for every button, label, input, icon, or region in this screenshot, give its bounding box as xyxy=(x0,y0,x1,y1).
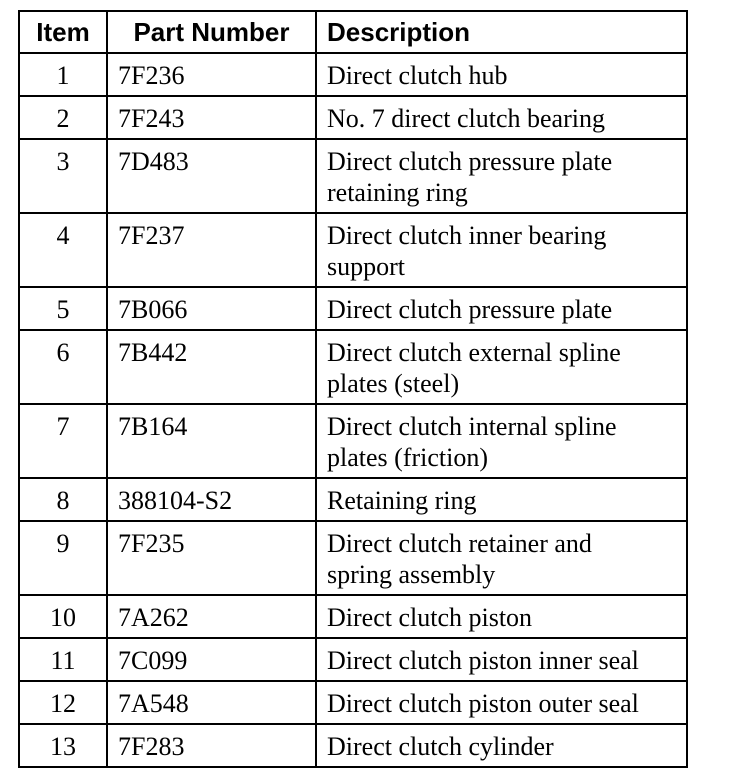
description-cell xyxy=(316,724,687,767)
description-cell xyxy=(316,521,687,595)
table-row xyxy=(19,638,687,681)
description-line: No. 7 direct clutch bearing xyxy=(327,104,605,133)
description-cell xyxy=(316,53,687,96)
description-cell xyxy=(316,213,687,287)
description-cell xyxy=(316,96,687,139)
description-cell xyxy=(316,330,687,404)
parts-table-container xyxy=(18,10,686,768)
part-number-cell: 7C099 xyxy=(107,638,316,681)
item-number-cell: 6 xyxy=(19,330,107,404)
parts-table xyxy=(18,10,688,768)
description-line: Direct clutch piston inner seal xyxy=(327,646,639,675)
description-cell xyxy=(316,681,687,724)
description-line: support xyxy=(327,252,405,281)
table-row xyxy=(19,404,687,478)
item-number-cell: 8 xyxy=(19,478,107,521)
item-number-cell: 12 xyxy=(19,681,107,724)
description-line: Direct clutch pressure plate xyxy=(327,295,613,324)
part-number-cell: 7D483 xyxy=(107,139,316,213)
part-number-cell: 7A262 xyxy=(107,595,316,638)
table-row xyxy=(19,213,687,287)
part-number-cell: 7B164 xyxy=(107,404,316,478)
description-cell xyxy=(316,139,687,213)
part-number-cell: 388104-S2 xyxy=(107,478,316,521)
description-line: Direct clutch inner bearing xyxy=(327,221,607,250)
table-row xyxy=(19,521,687,595)
description-line: Direct clutch hub xyxy=(327,61,508,90)
description-line: retaining ring xyxy=(327,178,468,207)
item-number-cell: 10 xyxy=(19,595,107,638)
item-number-cell: 4 xyxy=(19,213,107,287)
part-number-cell: 7A548 xyxy=(107,681,316,724)
table-row xyxy=(19,595,687,638)
description-cell xyxy=(316,638,687,681)
part-number-cell: 7B442 xyxy=(107,330,316,404)
description-line: plates (steel) xyxy=(327,369,460,398)
description-line: Direct clutch internal spline xyxy=(327,412,617,441)
description-cell xyxy=(316,595,687,638)
item-number-cell: 7 xyxy=(19,404,107,478)
description-line: Retaining ring xyxy=(327,486,477,515)
part-number-cell: 7B066 xyxy=(107,287,316,330)
column-header-description: Description xyxy=(316,11,687,53)
description-line: Direct clutch cylinder xyxy=(327,732,554,761)
description-cell xyxy=(316,478,687,521)
table-body xyxy=(19,53,687,767)
table-row xyxy=(19,287,687,330)
description-line: spring assembly xyxy=(327,560,496,589)
table-row xyxy=(19,330,687,404)
table-row xyxy=(19,724,687,767)
item-number-cell: 9 xyxy=(19,521,107,595)
column-header-part-number: Part Number xyxy=(107,11,316,53)
description-line: Direct clutch piston outer seal xyxy=(327,689,639,718)
table-row xyxy=(19,96,687,139)
column-header-item: Item xyxy=(19,11,107,53)
item-number-cell: 5 xyxy=(19,287,107,330)
part-number-cell: 7F283 xyxy=(107,724,316,767)
part-number-cell: 7F236 xyxy=(107,53,316,96)
description-cell xyxy=(316,287,687,330)
item-number-cell: 11 xyxy=(19,638,107,681)
table-row xyxy=(19,681,687,724)
part-number-cell: 7F235 xyxy=(107,521,316,595)
part-number-cell: 7F237 xyxy=(107,213,316,287)
description-line: Direct clutch external spline xyxy=(327,338,621,367)
description-line: plates (friction) xyxy=(327,443,488,472)
description-line: Direct clutch pressure plate xyxy=(327,147,613,176)
item-number-cell: 2 xyxy=(19,96,107,139)
description-cell xyxy=(316,404,687,478)
item-number-cell: 3 xyxy=(19,139,107,213)
description-line: Direct clutch piston xyxy=(327,603,533,632)
table-row xyxy=(19,478,687,521)
table-row xyxy=(19,139,687,213)
item-number-cell: 1 xyxy=(19,53,107,96)
description-line: Direct clutch retainer and xyxy=(327,529,592,558)
table-row xyxy=(19,53,687,96)
item-number-cell: 13 xyxy=(19,724,107,767)
part-number-cell: 7F243 xyxy=(107,96,316,139)
table-header-row xyxy=(19,11,687,53)
